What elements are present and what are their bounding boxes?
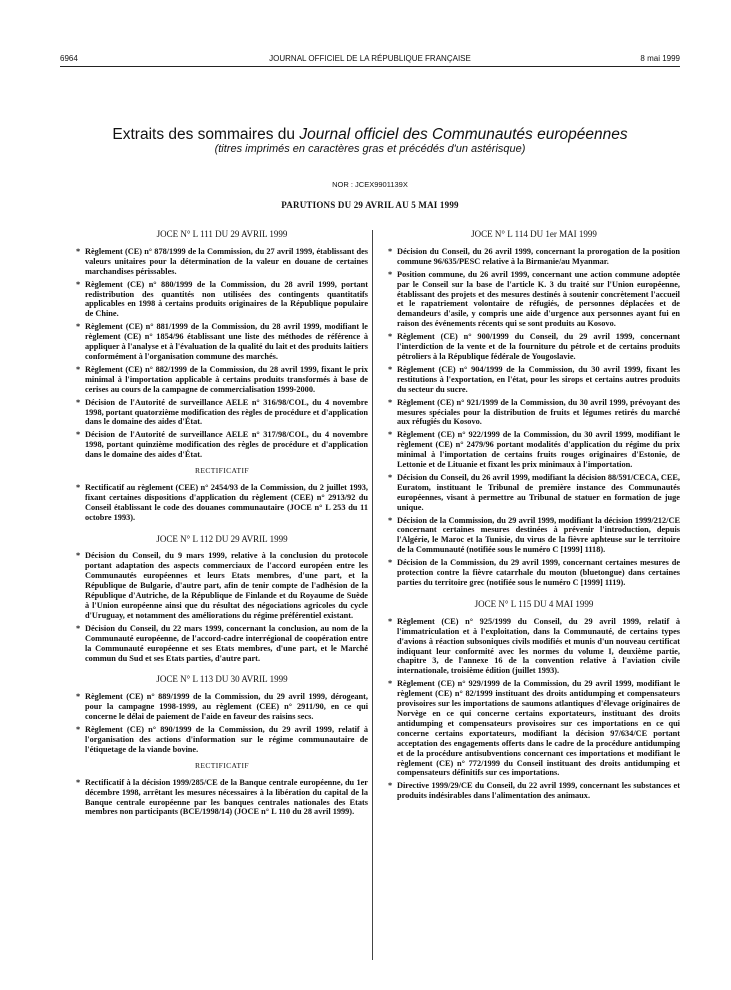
asterisk-marker: * xyxy=(76,364,81,374)
summary-entry xyxy=(388,558,680,588)
summary-entry xyxy=(76,778,368,818)
asterisk-marker: * xyxy=(388,246,393,256)
summary-entry xyxy=(388,270,680,329)
entry-text: Règlement (CE) n° 925/1999 du Conseil, du 29 avril 1999, relatif à l'immatriculation et à l'exploitation, dans la Communauté, de certains types d'avions à réaction subsoniques civils modifiés et munis d'un nouveau certificat indiquant leur conformité avec les normes du volume I, deuxième partie, chapitre 3, de l'annexe 16 de la convention relative à l'aviation civile internationale, troisième édition (juillet 1993). xyxy=(397,616,680,676)
page-subtitle: (titres imprimés en caractères gras et précédés d'un astérisque) xyxy=(214,143,526,155)
summary-entry xyxy=(388,332,680,362)
summary-entry xyxy=(76,247,368,277)
entry-text: Règlement (CE) n° 889/1999 de la Commission, du 29 avril 1999, dérogeant, pour la campagne 1998-1999, au règlement (CEE) n° 2911/90, en ce qui concerne le délai de paiement de l'aide en faveur des raisins secs. xyxy=(85,692,368,722)
asterisk-marker: * xyxy=(388,332,393,342)
rectificatif-heading: RECTIFICATIF xyxy=(195,760,249,770)
asterisk-marker: * xyxy=(76,777,81,787)
asterisk-marker: * xyxy=(388,269,393,279)
summary-entry xyxy=(76,692,368,722)
asterisk-marker: * xyxy=(76,725,81,735)
summary-entry xyxy=(388,473,680,513)
section-heading: JOCE N° L 114 DU 1er MAI 1999 xyxy=(471,229,597,239)
section-items xyxy=(76,692,368,754)
summary-entry xyxy=(76,725,368,755)
rectificatif-items xyxy=(76,483,368,523)
summary-entry xyxy=(76,624,368,664)
summary-entry xyxy=(76,398,368,428)
summary-entry xyxy=(388,781,680,801)
entry-text: Directive 1999/29/CE du Conseil, du 22 avril 1999, concernant les substances et produits indésirables dans l'alimentation des animaux. xyxy=(397,781,680,801)
entry-text: Décision de l'Autorité de surveillance AELE n° 317/98/COL, du 4 novembre 1998, portant quinzième modification des règles de procédure et d'application dans le domaine des aides d'État. xyxy=(85,430,368,460)
asterisk-marker: * xyxy=(388,472,393,482)
section-items xyxy=(76,551,368,663)
entry-text: Rectificatif au règlement (CEE) n° 2454/93 de la Commission, du 2 juillet 1993, fixant certaines dispositions d'application du règlement (CEE) n° 2913/92 du Conseil établissant le code des douanes communautaire (JOCE n° L 253 du 11 octobre 1993). xyxy=(85,482,368,522)
summary-entry xyxy=(388,247,680,267)
left-column xyxy=(76,230,368,820)
section-heading: JOCE N° L 113 DU 30 AVRIL 1999 xyxy=(156,674,288,685)
summary-entry xyxy=(76,322,368,362)
asterisk-marker: * xyxy=(76,246,81,256)
entry-text: Règlement (CE) n° 900/1999 du Conseil, du 29 avril 1999, concernant l'interdiction de la vente et de la fourniture du pétrole et de certains produits pétroliers à la République fédérale de Yougoslavie. xyxy=(397,332,680,361)
journal-title: JOURNAL OFFICIEL DE LA RÉPUBLIQUE FRANÇAISE xyxy=(269,54,471,63)
summary-entry xyxy=(388,430,680,470)
asterisk-marker: * xyxy=(76,551,81,561)
summary-entry xyxy=(76,280,368,320)
header-rule xyxy=(60,66,680,67)
asterisk-marker: * xyxy=(388,558,393,568)
summary-entry xyxy=(76,483,368,523)
section-heading: JOCE N° L 112 DU 29 AVRIL 1999 xyxy=(156,533,288,544)
parutions-heading: PARUTIONS DU 29 AVRIL AU 5 MAI 1999 xyxy=(281,200,459,210)
summary-entry xyxy=(76,551,368,620)
asterisk-marker: * xyxy=(76,692,81,702)
summary-entry xyxy=(388,516,680,556)
rectificatif-items xyxy=(76,778,368,818)
section-heading: JOCE N° L 111 DU 29 AVRIL 1999 xyxy=(156,229,288,239)
asterisk-marker: * xyxy=(76,279,81,289)
entry-text: Règlement (CE) n° 921/1999 de la Commission, du 30 avril 1999, prévoyant des mesures spéciales pour la distribution de fruits et légumes retirés du marché aux réfugiés du Kosovo. xyxy=(397,397,680,427)
entry-text: Décision du Conseil, du 9 mars 1999, relative à la conclusion du protocole portant adaptation des aspects commerciaux de l'accord européen entre les Communautés européennes et leurs Etats membres, d'une part, et la République de Bulgarie, d'autre part, afin de tenir compte de l'adhésion de la République d'Autriche, de la République de Finlande et du Royaume de Suède à l'Union européenne ainsi que du résultat des négociations agricoles du cycle d'Uruguay, et notamment des améliorations du régime préférentiel existant. xyxy=(85,551,368,620)
page-title: Extraits des sommaires du Journal officiel des Communautés européennes xyxy=(112,126,628,143)
section-items xyxy=(388,247,680,588)
entry-text: Règlement (CE) n° 880/1999 de la Commission, du 28 avril 1999, portant redistribution des quantités non utilisées des contingents quantitatifs applicables en 1998 à certains produits originaires de la République populaire de Chine. xyxy=(85,279,368,319)
title-italic: Journal officiel des Communautés européennes xyxy=(299,126,628,143)
entry-text: Décision du Conseil, du 26 avril 1999, concernant la prorogation de la position commune 96/635/PESC relative à la Birmanie/au Myanmar. xyxy=(397,246,680,266)
summary-entry xyxy=(388,398,680,428)
section-items xyxy=(76,247,368,460)
asterisk-marker: * xyxy=(388,679,393,689)
summary-entry xyxy=(76,430,368,460)
asterisk-marker: * xyxy=(388,781,393,791)
entry-text: Décision du Conseil, du 26 avril 1999, modifiant la décision 88/591/CECA, CEE, Euratom, instituant le Tribunal de première instance des Communautés européennes, visant à permettre au Tribunal de statuer en formation de juge unique. xyxy=(397,472,680,512)
entry-text: Règlement (CE) n° 922/1999 de la Commission, du 30 avril 1999, modifiant le règlement (CE) n° 2479/96 portant modalités d'application du régime du prix minimal à l'importation de certains fruits rouges originaires d'Estonie, de Lettonie et de Lituanie et fixant les prix minimaux à l'importation. xyxy=(397,430,680,470)
summary-entry xyxy=(76,365,368,395)
summary-entry xyxy=(388,365,680,395)
entry-text: Rectificatif à la décision 1999/285/CE de la Banque centrale européenne, du 1er décembre 1998, arrêtant les mesures nécessaires à la libération du capital de la Banque centrale européenne par les banques centrales nationales des Etats membres non participants (BCE/1998/14) (JOCE n° L 110 du 28 avril 1999). xyxy=(85,777,368,817)
section-items xyxy=(388,617,680,801)
entry-text: Règlement (CE) n° 881/1999 de la Commission, du 28 avril 1999, modifiant le règlement (CE) n° 1854/96 établissant une liste des méthodes de référence à appliquer à l'analyse et à l'évaluation de la qualité du lait et des produits laitiers conformément à l'organisation commune des marchés. xyxy=(85,322,368,361)
issue-date: 8 mai 1999 xyxy=(640,54,680,63)
asterisk-marker: * xyxy=(388,616,393,626)
entry-text: Règlement (CE) n° 882/1999 de la Commission, du 28 avril 1999, fixant le prix minimal à l'importation applicable à certains produits transformés à base de cerises au cours de la campagne de commercialisation 1999-2000. xyxy=(85,364,368,394)
entry-text: Position commune, du 26 avril 1999, concernant une action commune adoptée par le Conseil sur la base de l'article K. 3 du traité sur l'Union européenne, établissant des projets et des mesures destinés à soutenir concrètement l'accueil et le rapatriement volontaire de réfugiés, de personnes déplacées et de demandeurs d'asile, y compris une aide d'urgence aux personnes ayant fui en raison des événements récents qui se sont produits au Kosovo. xyxy=(397,269,680,329)
summary-entry xyxy=(388,679,680,778)
entry-text: Décision de la Commission, du 29 avril 1999, concernant certaines mesures de protection contre la fièvre catarrhale du mouton (bluetongue) dans certaines parties du territoire grec (notifiée sous le numéro C [1999] 1119). xyxy=(397,558,680,587)
column-divider xyxy=(372,230,373,960)
asterisk-marker: * xyxy=(388,364,393,374)
page-number: 6964 xyxy=(60,54,78,63)
entry-text: Décision de l'Autorité de surveillance AELE n° 316/98/COL, du 4 novembre 1998, portant quatorzième modification des règles de procédure et d'application dans le domaine des aides d'État. xyxy=(85,397,368,427)
asterisk-marker: * xyxy=(388,397,393,407)
asterisk-marker: * xyxy=(388,430,393,440)
asterisk-marker: * xyxy=(76,397,81,407)
asterisk-marker: * xyxy=(76,322,81,332)
nor-reference: NOR : JCEX9901139X xyxy=(332,180,408,189)
entry-text: Règlement (CE) n° 878/1999 de la Commission, du 27 avril 1999, établissant des valeurs unitaires pour la détermination de la valeur en douane de certaines marchandises périssables. xyxy=(85,246,368,276)
entry-text: Règlement (CE) n° 890/1999 de la Commission, du 29 avril 1999, relatif à l'organisation des actions d'information sur le régime communautaire de l'étiquetage de la viande bovine. xyxy=(85,725,368,754)
right-column xyxy=(388,230,680,804)
section-heading: JOCE N° L 115 DU 4 MAI 1999 xyxy=(474,598,594,609)
asterisk-marker: * xyxy=(76,482,81,492)
asterisk-marker: * xyxy=(76,430,81,440)
summary-entry xyxy=(388,617,680,676)
entry-text: Règlement (CE) n° 929/1999 de la Commission, du 29 avril 1999, modifiant le règlement (CE) n° 82/1999 instituant des droits antidumping et compensateurs provisoires sur les importations de saumons atlantiques d'élevage originaires de Norvège en ce qui concerne certains exportateurs, instituant des droits antidumping et compensateurs provisoires sur ces importations en ce qui concerne certains exportateurs, modifiant la décision 97/634/CE portant acceptation des engagements offerts dans le cadre de la procédure antidumping et de la procédure antisubventions concernant ces importations et modifiant le règlement (CE) n° 772/1999 du Conseil instituant des droits antidumping et compensateurs définitifs sur ces importations. xyxy=(397,679,680,778)
rectificatif-heading: RECTIFICATIF xyxy=(195,466,249,476)
entry-text: Décision de la Commission, du 29 avril 1999, modifiant la décision 1999/212/CE concernant certaines mesures destinées à prévenir l'introduction, depuis l'Algérie, le Maroc et la Tunisie, du virus de la fièvre aphteuse sur le territoire de la Communauté (notifiée sous le numéro C [1999] 1118). xyxy=(397,515,680,555)
entry-text: Décision du Conseil, du 22 mars 1999, concernant la conclusion, au nom de la Communauté européenne, de l'accord-cadre interrégional de coopération entre la Communauté européenne et ses Etats membres, d'une part, et le Marché commun du Sud et ses Etats parties, d'autre part. xyxy=(85,623,368,663)
entry-text: Règlement (CE) n° 904/1999 de la Commission, du 30 avril 1999, fixant les restitutions à l'exportation, en l'état, pour les sirops et certains autres produits du secteur du sucre. xyxy=(397,364,680,394)
asterisk-marker: * xyxy=(388,515,393,525)
asterisk-marker: * xyxy=(76,623,81,633)
